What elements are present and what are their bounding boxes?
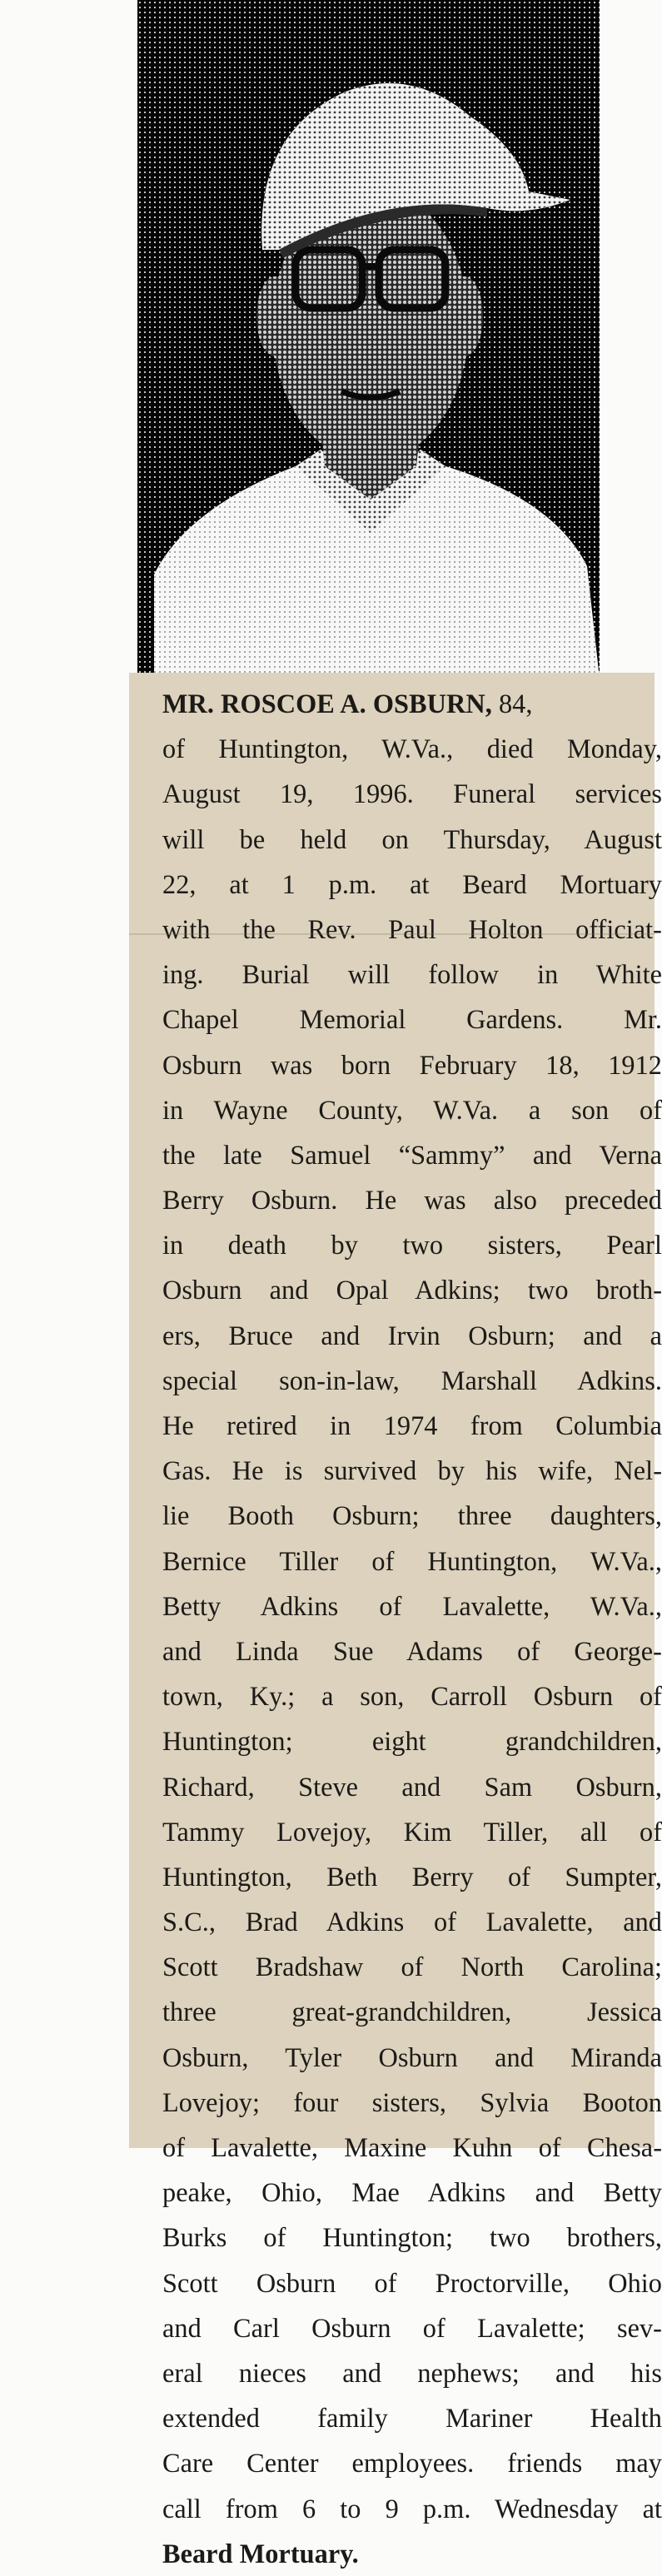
obituary-line: eral nieces and nephews; and his	[162, 2357, 662, 2388]
obituary-line: extended family Mariner Health	[162, 2403, 662, 2434]
obituary-signoff: Beard Mortuary.	[162, 2538, 359, 2569]
obituary-line: Lovejoy; four sisters, Sylvia Booton	[162, 2086, 662, 2117]
obituary-line: in Wayne County, W.Va. a son of	[162, 1094, 662, 1125]
obituary-line: special son-in-law, Marshall Adkins.	[162, 1365, 662, 1395]
obituary-line: Huntington, Beth Berry of Sumpter,	[162, 1861, 662, 1892]
obituary-line: S.C., Brad Adkins of Lavalette, and	[162, 1907, 662, 1937]
obituary-line: Care Center employees. friends may	[162, 2448, 662, 2479]
obituary-line: Huntington; eight grandchildren,	[162, 1726, 662, 1757]
obituary-line: Osburn and Opal Adkins; two broth-	[162, 1275, 662, 1305]
obituary-text	[162, 681, 662, 2576]
obituary-line: Berry Osburn. He was also preceded	[162, 1185, 662, 1216]
obituary-line: the late Samuel “Sammy” and Verna	[162, 1139, 662, 1170]
obituary-line: Gas. He is survived by his wife, Nel-	[162, 1455, 662, 1486]
obituary-line: Chapel Memorial Gardens. Mr.	[162, 1004, 662, 1035]
obituary-line: Scott Bradshaw of North Carolina;	[162, 1952, 662, 1982]
obituary-lead-name: MR. ROSCOE A. OSBURN,	[162, 689, 492, 719]
obituary-line: Osburn, Tyler Osburn and Miranda	[162, 2041, 662, 2072]
obituary-clipping	[129, 673, 662, 2569]
obituary-line: town, Ky.; a son, Carroll Osburn of	[162, 1681, 662, 1712]
obituary-line: will be held on Thursday, August	[162, 823, 662, 854]
obituary-line: three great-grandchildren, Jessica	[162, 1997, 662, 2027]
paper-fold-line	[129, 933, 655, 935]
obituary-line: 22, at 1 p.m. at Beard Mortuary	[162, 868, 662, 899]
obituary-line: peake, Ohio, Mae Adkins and Betty	[162, 2177, 662, 2208]
obituary-line: Tammy Lovejoy, Kim Tiller, all of	[162, 1816, 662, 1847]
obituary-lead-rest: 84,	[491, 689, 533, 719]
obituary-line: Richard, Steve and Sam Osburn,	[162, 1771, 662, 1802]
obituary-line-1	[162, 681, 655, 726]
obituary-line: of Huntington, W.Va., died Monday,	[162, 734, 662, 764]
obituary-line: lie Booth Osburn; three daughters,	[162, 1500, 662, 1531]
obituary-line: call from 6 to 9 p.m. Wednesday at	[162, 2493, 662, 2524]
obituary-line: in death by two sisters, Pearl	[162, 1230, 662, 1261]
obituary-line: Betty Adkins of Lavalette, W.Va.,	[162, 1590, 662, 1621]
obituary-line: Bernice Tiller of Huntington, W.Va.,	[162, 1545, 662, 1576]
obituary-line: Burks of Huntington; two brothers,	[162, 2222, 662, 2253]
obituary-line: and Linda Sue Adams of George-	[162, 1635, 662, 1666]
obituary-line: ing. Burial will follow in White	[162, 959, 662, 990]
obituary-line: August 19, 1996. Funeral services	[162, 778, 662, 809]
portrait-halftone	[137, 0, 600, 679]
obituary-line: ers, Bruce and Irvin Osburn; and a	[162, 1320, 662, 1350]
obituary-line: Scott Osburn of Proctorville, Ohio	[162, 2267, 662, 2298]
obituary-line: with the Rev. Paul Holton officiat-	[162, 913, 662, 944]
obituary-line: and Carl Osburn of Lavalette; sev-	[162, 2312, 662, 2343]
portrait-photo	[137, 0, 600, 679]
obituary-line: He retired in 1974 from Columbia	[162, 1410, 662, 1440]
obituary-line: of Lavalette, Maxine Kuhn of Chesa-	[162, 2132, 662, 2162]
obituary-line: Osburn was born February 18, 1912	[162, 1049, 662, 1080]
